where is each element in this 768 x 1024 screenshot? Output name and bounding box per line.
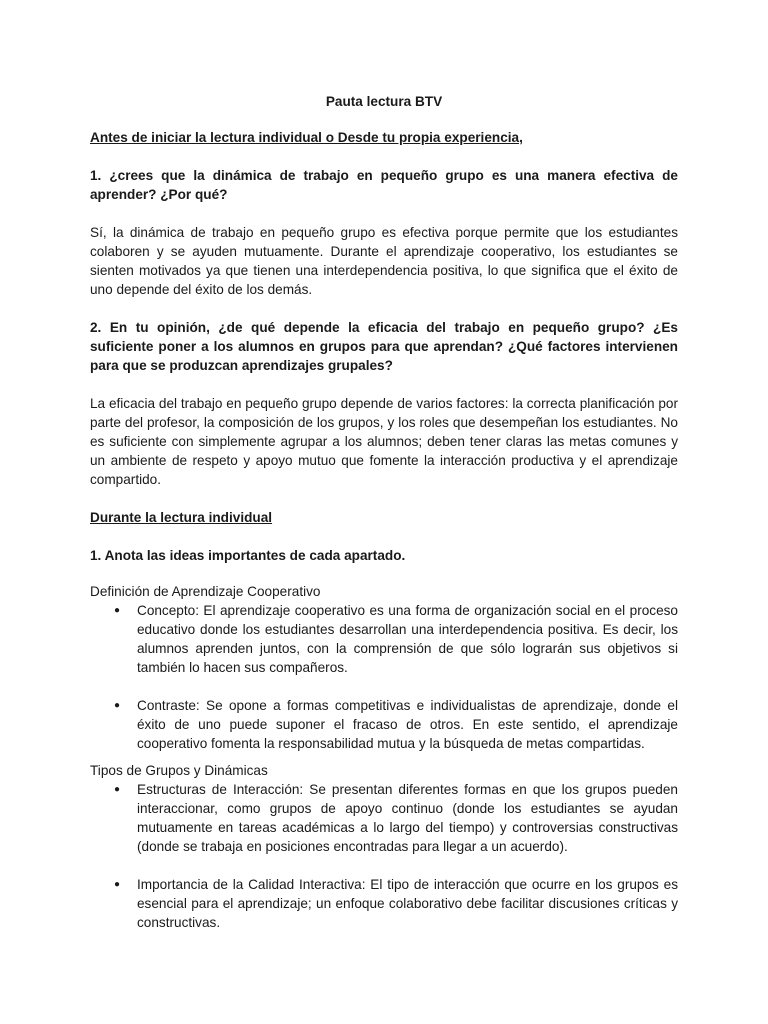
bullet-icon: ● [114, 700, 121, 711]
bullet-list-definition [90, 601, 678, 753]
list-item-text: Estructuras de Interacción: Se presentan diferentes formas en que los grupos pueden interaccionar, como grupos de apoyo continuo (donde los estudiantes se ayudan mutuamente en tareas académicas a lo largo del tiempo) y controversias constructivas (donde se trabaja en posiciones encontradas para llegar a un acuerdo). [137, 782, 678, 854]
bullet-icon: ● [114, 879, 121, 890]
answer-2: La eficacia del trabajo en pequeño grupo depende de varios factores: la correcta planificación por parte del profesor, la composición de los grupos, y los roles que desempeñan los estudiantes. No es suficiente con simplemente agrupar a los alumnos; deben tener claras las metas comunes y un ambiente de respeto y apoyo mutuo que fomente la interacción productiva y el aprendizaje compartido. [90, 396, 678, 487]
answer-1: Sí, la dinámica de trabajo en pequeño grupo es efectiva porque permite que los estudiantes colaboren y se ayuden mutuamente. Durante el aprendizaje cooperativo, los estudiantes se sienten motivados ya que tienen una interdependencia positiva, lo que significa que el éxito de uno depende del éxito de los demás. [90, 225, 678, 297]
list-item [90, 780, 678, 856]
list-item-text: Contraste: Se opone a formas competitivas e individualistas de aprendizaje, donde el éxito de uno puede suponer el fracaso de otros. En este sentido, el aprendizaje cooperativo fomenta la responsabilidad mutua y la búsqueda de metas compartidas. [137, 698, 678, 751]
question-3: 1. Anota las ideas importantes de cada apartado. [90, 548, 406, 563]
document-body [90, 92, 678, 940]
bullet-icon: ● [114, 784, 121, 795]
section-heading-during-reading: Durante la lectura individual [90, 510, 273, 525]
section-heading-before-reading: Antes de iniciar la lectura individual o Desde tu propia experiencia, [90, 130, 523, 145]
list-item-text: Importancia de la Calidad Interactiva: El tipo de interacción que ocurre en los grupos es esencial para el aprendizaje; un enfoque colaborativo debe facilitar discusiones críticas y constructivas. [137, 877, 678, 930]
subheading-group-types: Tipos de Grupos y Dinámicas [90, 763, 268, 778]
list-item [90, 601, 678, 677]
subheading-definition: Definición de Aprendizaje Cooperativo [90, 584, 321, 599]
list-item [90, 696, 678, 753]
list-item [90, 875, 678, 932]
question-2: 2. En tu opinión, ¿de qué depende la eficacia del trabajo en pequeño grupo? ¿Es suficiente poner a los alumnos en grupos para que aprendan? ¿Qué factores intervienen para que se produzcan aprendizajes grupales? [90, 320, 678, 373]
question-1: 1. ¿crees que la dinámica de trabajo en pequeño grupo es una manera efectiva de aprender? ¿Por qué? [90, 168, 678, 202]
bullet-icon: ● [114, 605, 121, 616]
document-title: Pauta lectura BTV [325, 94, 443, 109]
list-item-text: Concepto: El aprendizaje cooperativo es una forma de organización social en el proceso educativo donde los estudiantes desarrollan una interdependencia positiva. Es decir, los alumnos aprenden juntos, con la comprensión de que sólo lograrán sus objetivos si también lo hacen sus compañeros. [137, 603, 678, 675]
bullet-list-group-types [90, 780, 678, 932]
